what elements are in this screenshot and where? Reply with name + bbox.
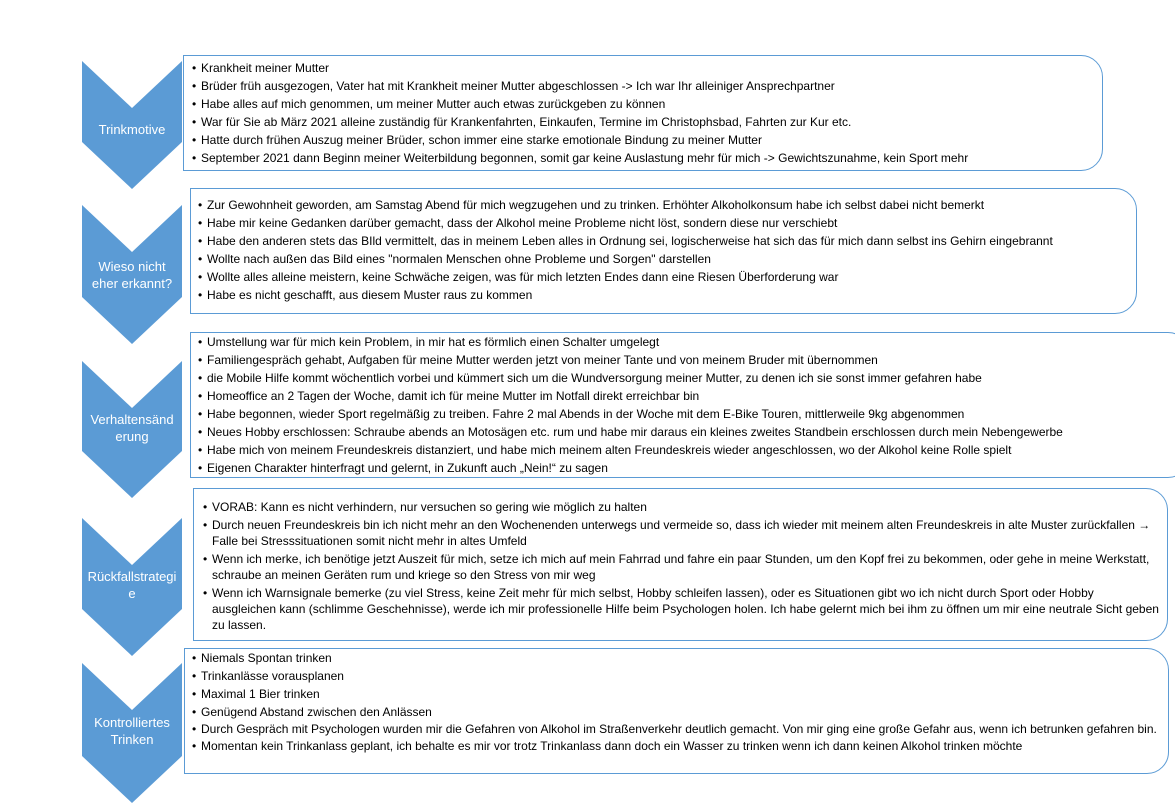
list-item: • Habe mir keine Gedanken darüber gemacht, dass der Alkohol meine Probleme nicht löst, sondern diese nur verschiebt bbox=[198, 214, 1136, 232]
list-item: • Habe den anderen stets das BIld vermittelt, das in meinem Leben alles in Ordnung sei, logischerweise hat sich das für mich dann selbst ins Gehirn eingebrannt bbox=[198, 232, 1136, 250]
chevron-label-line: e bbox=[128, 586, 136, 601]
list-item: • War für Sie ab März 2021 alleine zuständig für Krankenfahrten, Einkaufen, Termine im Christophsbad, Fahrten zur Kur etc. bbox=[192, 113, 1102, 131]
chevron-label-line: Kontrolliertes bbox=[94, 715, 170, 730]
list-item: • Umstellung war für mich kein Problem, in mir hat es förmlich einen Schalter umgelegt bbox=[198, 333, 1175, 351]
stage-box-kontrolliertes-trinken bbox=[184, 648, 1169, 774]
bullet-list bbox=[198, 333, 1175, 477]
list-item: • Wollte alles alleine meistern, keine Schwäche zeigen, was für mich letzten Endes dann eine Riesen Überforderung war bbox=[198, 268, 1136, 286]
chevron-label-line: Wieso nicht bbox=[98, 259, 166, 274]
list-item: • Maximal 1 Bier trinken bbox=[192, 685, 1160, 703]
bullet-list bbox=[192, 649, 1160, 755]
list-item: • Habe es nicht geschafft, aus diesem Muster raus zu kommen bbox=[198, 286, 1136, 304]
chevron-trinkmotive bbox=[82, 61, 182, 189]
list-item: • Homeoffice an 2 Tagen der Woche, damit ich für meine Mutter im Notfall direkt erreichbar bin bbox=[198, 387, 1175, 405]
list-item: • Krankheit meiner Mutter bbox=[192, 59, 1102, 77]
chevron-label bbox=[82, 568, 182, 602]
chevron-label bbox=[82, 258, 182, 292]
chevron-label-line: Trinken bbox=[110, 732, 154, 747]
list-item: • Familiengespräch gehabt, Aufgaben für meine Mutter werden jetzt von meiner Tante und von meinem Bruder mit übernommen bbox=[198, 351, 1175, 369]
list-item: • Durch neuen Freundeskreis bin ich nicht mehr an den Wochenenden unterwegs und vermeide so, dass ich wieder mit meinem alten Freundeskreis in alte Muster zurückfallen → Falle bei Stresssituationen somit nicht mehr in altes Umfeld bbox=[203, 517, 1159, 549]
list-item: • Durch Gespräch mit Psychologen wurden mir die Gefahren von Alkohol im Straßenverkehr deutlich gemacht. Von mir ging eine große Gefahr aus, wenn ich betrunken gefahren bin. bbox=[192, 721, 1160, 737]
chevron-verhaltensaenderung bbox=[82, 361, 182, 498]
chevron-rueckfallstrategie bbox=[82, 518, 182, 656]
list-item: • Habe mich von meinem Freundeskreis distanziert, und habe mich meinem alten Freundeskreis wieder angeschlossen, wo der Alkohol keine Rolle spielt bbox=[198, 441, 1175, 459]
list-item: • Wenn ich Warnsignale bemerke (zu viel Stress, keine Zeit mehr für mich selbst, Hobby schleifen lassen), oder es Situationen gibt wo ich nicht durch Sport oder Hobby ausgleichen kann (schlimme Geschehnisse), werde ich mir professionelle Hilfe beim Psychologen holen. Ich habe gelernt mich bei ihm zu öffnen um mir eine neutrale Sicht geben zu lassen. bbox=[203, 585, 1159, 633]
chevron-label-line: Verhaltensänd bbox=[90, 412, 174, 427]
stage-box-wieso-nicht-eher-erkannt bbox=[190, 188, 1137, 314]
list-item: • Eigenen Charakter hinterfragt und gelernt, in Zukunft auch „Nein!“ zu sagen bbox=[198, 459, 1175, 477]
list-item: • Trinkanlässe vorausplanen bbox=[192, 667, 1160, 685]
list-item: • Wenn ich merke, ich benötige jetzt Auszeit für mich, setze ich mich auf mein Fahrrad und fahre ein paar Stunden, um den Kopf frei zu bekommen, oder gehe in meine Werkstatt, schraube an meinen Geräten rum und kriege so den Stress von mir weg bbox=[203, 551, 1159, 583]
chevron-label bbox=[82, 121, 182, 138]
list-item: • die Mobile Hilfe kommt wöchentlich vorbei und kümmert sich um die Wundversorgung meiner Mutter, zu denen ich sie sonst immer gefahren habe bbox=[198, 369, 1175, 387]
chevron-label-line: Rückfallstrategi bbox=[87, 569, 177, 584]
list-item: • VORAB: Kann es nicht verhindern, nur versuchen so gering wie möglich zu halten bbox=[203, 499, 1159, 515]
list-item: • Brüder früh ausgezogen, Vater hat mit Krankheit meiner Mutter abgeschlossen -> Ich war Ihr alleiniger Ansprechpartner bbox=[192, 77, 1102, 95]
chevron-label-line: erung bbox=[115, 429, 149, 444]
bullet-list bbox=[192, 59, 1102, 167]
stage-box-trinkmotive bbox=[183, 55, 1103, 171]
list-item: • Genügend Abstand zwischen den Anlässen bbox=[192, 703, 1160, 721]
list-item: • Momentan kein Trinkanlass geplant, ich behalte es mir vor trotz Trinkanlass dann doch ein Wasser zu trinken wenn ich dann keinen Alkohol trinken möchte bbox=[192, 737, 1160, 755]
chevron-label bbox=[82, 411, 182, 445]
list-item: • Habe begonnen, wieder Sport regelmäßig zu treiben. Fahre 2 mal Abends in der Woche mit dem E-Bike Touren, mittlerweile 9kg abgenommen bbox=[198, 405, 1175, 423]
stage-box-rueckfallstrategie bbox=[193, 488, 1168, 641]
list-item: • Niemals Spontan trinken bbox=[192, 649, 1160, 667]
list-item: • Hatte durch frühen Auszug meiner Brüder, schon immer eine starke emotionale Bindung zu meiner Mutter bbox=[192, 131, 1102, 149]
bullet-list bbox=[198, 196, 1136, 304]
chevron-kontrolliertes-trinken bbox=[82, 663, 182, 803]
stage-box-verhaltensaenderung bbox=[190, 332, 1175, 478]
chevron-label-line: eher erkannt? bbox=[91, 276, 173, 291]
chevron-label bbox=[82, 714, 182, 748]
list-item: • Zur Gewohnheit geworden, am Samstag Abend für mich wegzugehen und zu trinken. Erhöhter Alkoholkonsum habe ich selbst dabei nicht bemerkt bbox=[198, 196, 1136, 214]
list-item: • September 2021 dann Beginn meiner Weiterbildung begonnen, somit gar keine Auslastung mehr für mich -> Gewichtszunahme, kein Sport mehr bbox=[192, 149, 1102, 167]
chevron-label-line: Trinkmotive bbox=[98, 122, 166, 137]
bullet-list bbox=[203, 499, 1159, 633]
chevron-wieso-nicht-eher-erkannt bbox=[82, 205, 182, 344]
list-item: • Habe alles auf mich genommen, um meiner Mutter auch etwas zurückgeben zu können bbox=[192, 95, 1102, 113]
list-item: • Wollte nach außen das Bild eines "normalen Menschen ohne Probleme und Sorgen" darstellen bbox=[198, 250, 1136, 268]
list-item: • Neues Hobby erschlossen: Schraube abends an Motosägen etc. rum und habe mir daraus ein kleines zweites Standbein erschlossen durch mein Nebengewerbe bbox=[198, 423, 1175, 441]
